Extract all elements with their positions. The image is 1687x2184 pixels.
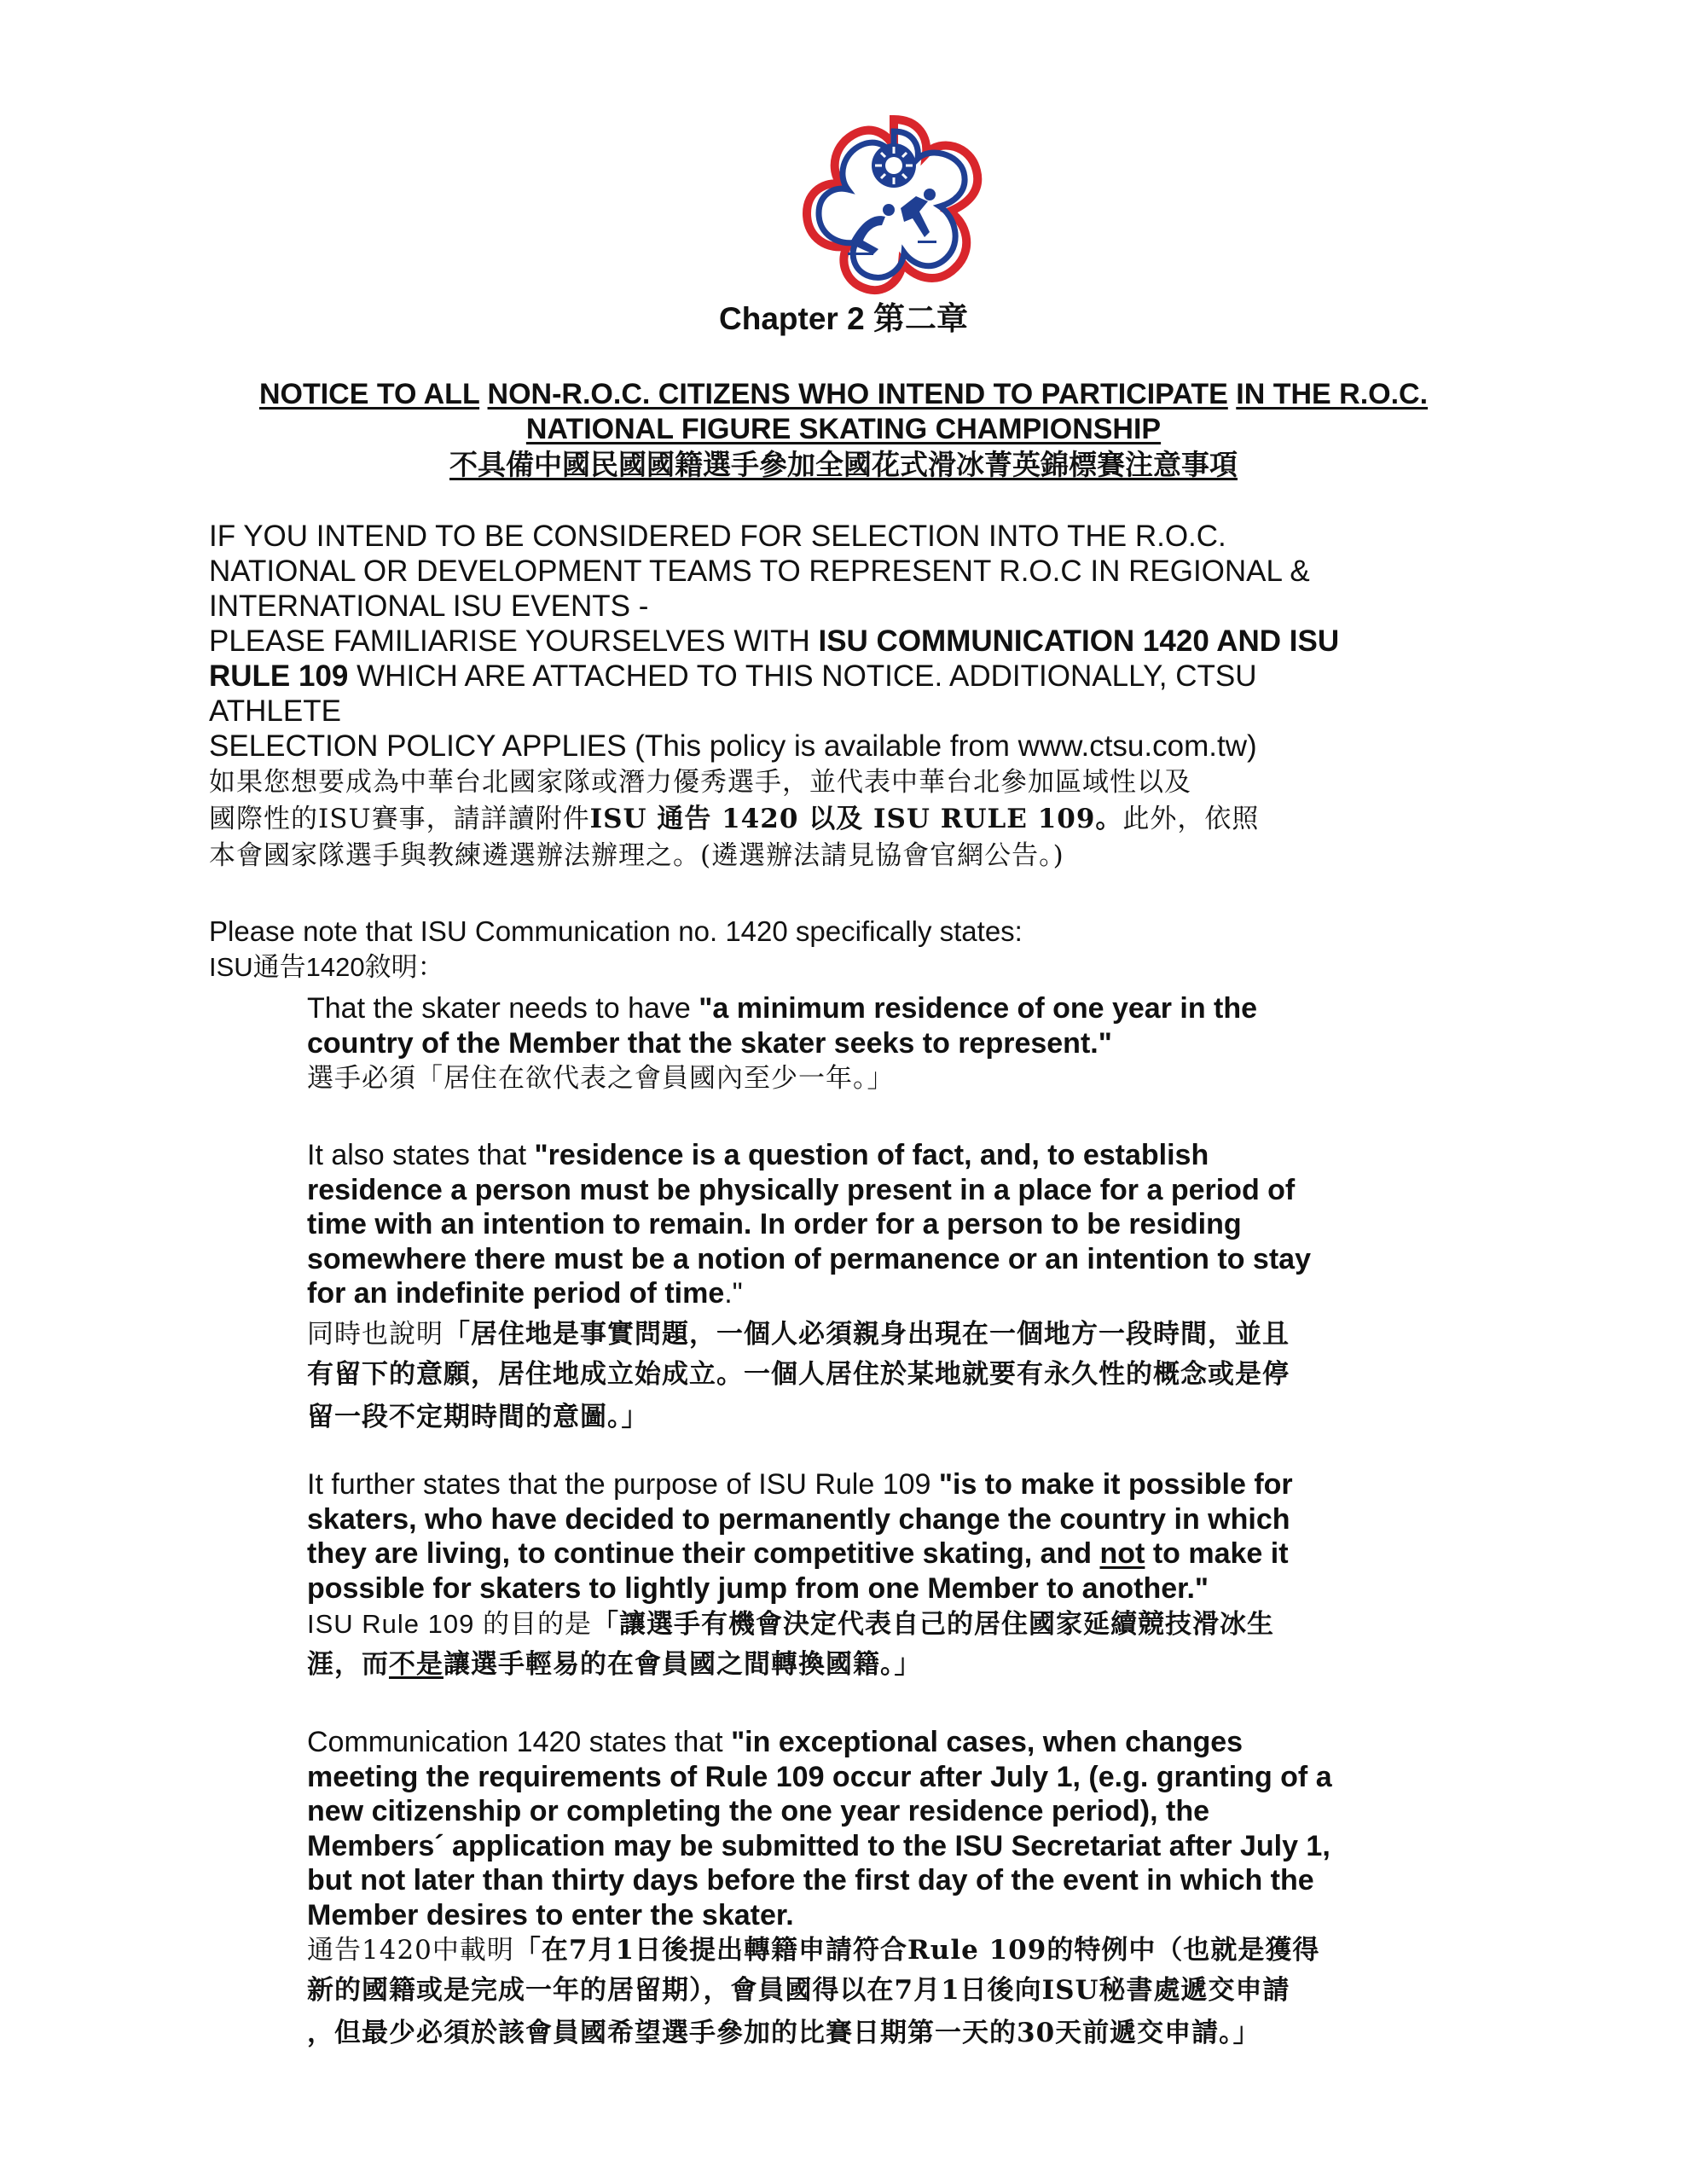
residence-definition-paragraph [307, 1138, 1535, 1438]
paragraph-line: Members´ application may be submitted to the ISU Secretariat after July 1, [307, 1829, 1330, 1862]
paragraph-chinese-text: 同時也說明 [307, 1318, 443, 1350]
intro-chinese-paragraph [209, 764, 1505, 874]
intro-line: NATIONAL OR DEVELOPMENT TEAMS TO REPRESENT R.O.C IN REGIONAL & [209, 555, 1310, 588]
paragraph-text: ." [724, 1277, 743, 1310]
paragraph-chinese-line [307, 1316, 1535, 1353]
paragraph-line [307, 1276, 1535, 1311]
exceptional-cases-paragraph [307, 1725, 1535, 2054]
intro-chinese-text: 國際性的ISU賽事，請詳讀附件 [209, 804, 590, 834]
paragraph-chinese-line: 新的國籍或是完成一年的居留期），會員國得以在7月1日後向ISU秘書處遞交申請 [307, 1975, 1290, 2006]
paragraph-chinese-text: 通告1420中載明 [307, 1935, 514, 1966]
intro-chinese-line: 本會國家隊選手與教練遴選辦法辦理之。(遴選辦法請見協會官網公告。) [209, 840, 1064, 871]
paragraph-chinese-line: 留一段不定期時間的意圖。」 [307, 1401, 649, 1432]
notice-title-segment: NON-R.O.C. CITIZENS WHO INTEND TO PARTICIPATE [487, 378, 1228, 410]
paragraph-line: meeting the requirements of Rule 109 occur after July 1, (e.g. granting of a [307, 1760, 1332, 1793]
paragraph-chinese-line: 有留下的意願，居住地成立始成立。一個人居住於某地就要有永久性的概念或是停 [307, 1358, 1290, 1390]
paragraph-bold-text: to make it [1145, 1537, 1289, 1570]
paragraph-bold-text: for an indefinite period of time [307, 1277, 725, 1310]
paragraph-line: but not later than thirty days before the first day of the event in which the [307, 1864, 1314, 1896]
paragraph-text: It also states that [307, 1139, 535, 1171]
please-note-chinese: ISU通告1420敘明： [209, 952, 444, 982]
paragraph-line [307, 1725, 1535, 1760]
sun-emblem-icon [872, 143, 916, 188]
paragraph-chinese-line [307, 1643, 1535, 1686]
paragraph-line: time with an intention to remain. In order for a person to be residing [307, 1208, 1242, 1240]
paragraph-line [307, 1467, 1535, 1502]
paragraph-chinese-bold: 「居住地是事實問題，一個人必須親身出現在一個地方一段時間，並且 [443, 1318, 1290, 1350]
paragraph-chinese-text: ISU Rule 109 的目的是 [307, 1609, 592, 1639]
paragraph-bold-text: "a minimum residence of one year in the [699, 992, 1258, 1025]
intro-chinese-line [209, 801, 1505, 838]
paragraph-text: Communication 1420 states that [307, 1726, 732, 1758]
paragraph-bold-text: they are living, to continue their competitive skating, and [307, 1537, 1100, 1570]
paragraph-chinese-bold: 讓選手輕易的在會員國之間轉換國籍。」 [443, 1649, 922, 1680]
paragraph-chinese-line: 選手必須「居住在欲代表之會員國內至少一年。」 [307, 1063, 895, 1094]
paragraph-text: It further states that the purpose of ISU Rule 109 [307, 1468, 939, 1501]
paragraph-line [307, 1138, 1535, 1173]
intro-bold-text: RULE 109 [209, 659, 349, 693]
paragraph-line: skaters, who have decided to permanently change the country in which [307, 1502, 1290, 1536]
intro-chinese-line: 如果您想要成為中華台北國家隊或潛力優秀選手，並代表中華台北參加區域性以及 [209, 767, 1191, 798]
paragraph-text: That the skater needs to have [307, 992, 699, 1025]
paragraph-line [307, 991, 1535, 1026]
paragraph-line: possible for skaters to lightly jump from one Member to another." [307, 1571, 1209, 1605]
paragraph-chinese-bold: 涯，而 [307, 1649, 389, 1680]
notice-title-gap [479, 378, 487, 410]
notice-title-segment: IN THE R.O.C. [1236, 378, 1429, 410]
paragraph-line [307, 1536, 1535, 1571]
rule-109-purpose-paragraph [307, 1467, 1535, 1686]
intro-line [209, 659, 1505, 694]
paragraph-bold-text: "is to make it possible for [938, 1468, 1293, 1501]
paragraph-line: Member desires to enter the skater. [307, 1898, 794, 1931]
paragraph-chinese-bold: 「讓選手有機會決定代表自己的居住國家延續競技滑冰生 [592, 1609, 1274, 1640]
paragraph-bold-text: "residence is a question of fact, and, to establish [534, 1139, 1209, 1171]
chapter-heading: Chapter 2 第二章 [719, 301, 968, 336]
paragraph-chinese-bold: 「在7月1日後提出轉籍申請符合Rule 109的特例中（也就是獲得 [513, 1935, 1320, 1966]
paragraph-chinese-line [307, 1606, 1535, 1643]
notice-title-line-1 [154, 377, 1533, 412]
notice-title-gap [1228, 378, 1236, 410]
please-note-section [209, 915, 1505, 985]
intro-chinese-bold: ISU 通告 1420 以及 ISU RULE 109。 [589, 804, 1123, 834]
intro-paragraph [209, 519, 1505, 764]
intro-chinese-text: 此外，依照 [1122, 804, 1260, 834]
paragraph-line: somewhere there must be a notion of permanence or an intention to stay [307, 1242, 1311, 1275]
paragraph-bold-text: "in exceptional cases, when changes [731, 1726, 1244, 1758]
intro-text: PLEASE FAMILIARISE YOURSELVES WITH [209, 624, 819, 658]
ctsu-plum-blossom-logo [800, 113, 988, 300]
paragraph-line: new citizenship or completing the one year residence period), the [307, 1795, 1210, 1827]
intro-line: ATHLETE [209, 694, 341, 728]
paragraph-underlined-text: not [1099, 1537, 1145, 1570]
notice-title-chinese: 不具備中國民國國籍選手參加全國花式滑冰菁英錦標賽注意事項 [449, 448, 1238, 481]
intro-text: WHICH ARE ATTACHED TO THIS NOTICE. ADDITIONALLY, CTSU [348, 659, 1257, 693]
intro-line: IF YOU INTEND TO BE CONSIDERED FOR SELECTION INTO THE R.O.C. [209, 520, 1226, 553]
paragraph-line: country of the Member that the skater seeks to represent." [307, 1026, 1112, 1060]
paragraph-chinese-line: ，但最少必須於該會員國希望選手參加的比賽日期第一天的30天前遞交申請。」 [307, 2018, 1261, 2048]
notice-title-segment: NOTICE TO ALL [258, 378, 480, 410]
intro-line: INTERNATIONAL ISU EVENTS - [209, 590, 649, 623]
intro-line: SELECTION POLICY APPLIES (This policy is available from www.ctsu.com.tw) [209, 729, 1257, 763]
notice-title [154, 377, 1533, 482]
intro-bold-text: ISU COMMUNICATION 1420 AND ISU [818, 624, 1340, 658]
residence-requirement-paragraph [307, 991, 1535, 1097]
please-note-english: Please note that ISU Communication no. 1420 specifically states: [209, 915, 1023, 947]
paragraph-chinese-underlined: 不是 [389, 1649, 443, 1680]
notice-title-line-2: NATIONAL FIGURE SKATING CHAMPIONSHIP [525, 413, 1162, 445]
paragraph-line: residence a person must be physically present in a place for a period of [307, 1173, 1296, 1206]
intro-line [209, 624, 1505, 659]
paragraph-chinese-line [307, 1932, 1535, 1969]
